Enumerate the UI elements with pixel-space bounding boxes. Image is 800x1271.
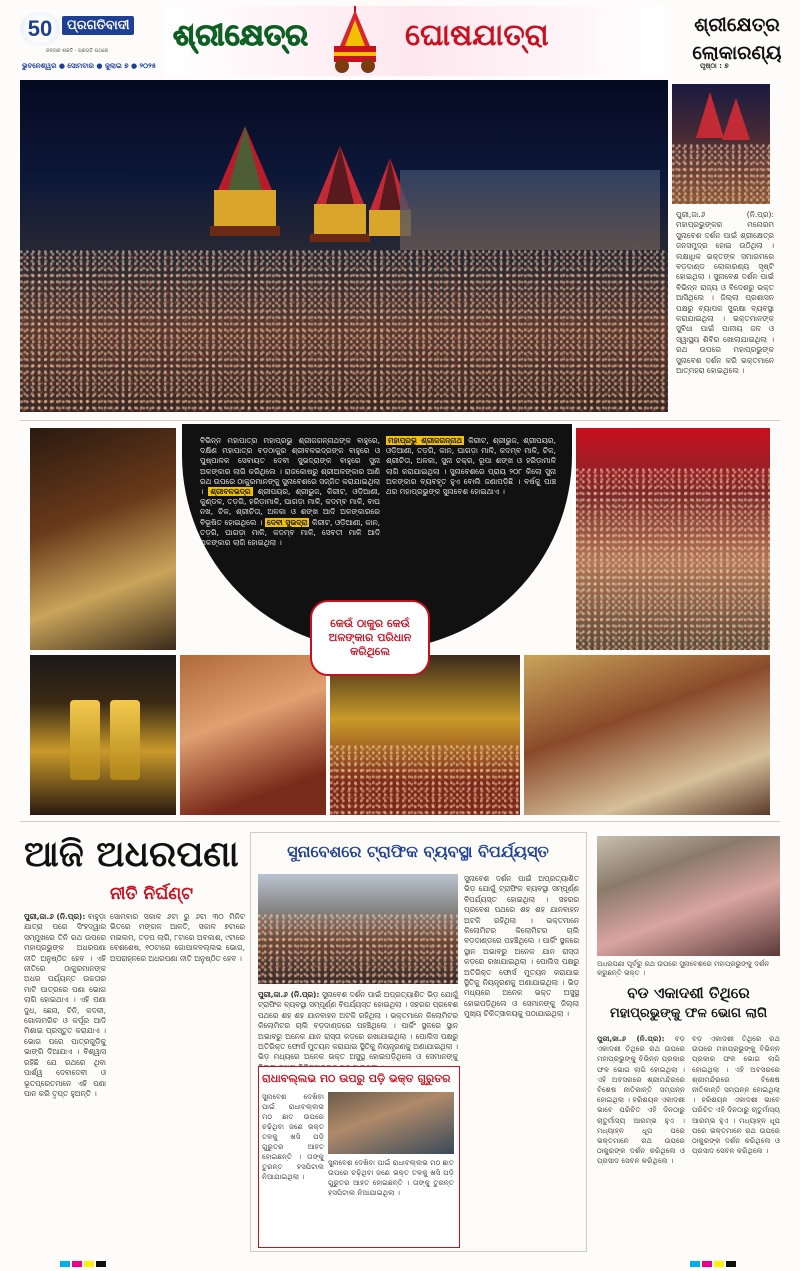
ornaments-callout <box>310 600 430 676</box>
banner-title-right: ଘୋଷଯାତ୍ରା <box>405 18 549 53</box>
sidebar-headline-line2: ଲୋକାରଣ୍ୟ <box>692 42 782 64</box>
photo-deity-ornaments-1 <box>30 428 176 650</box>
ekadashi-photo-devotees <box>597 836 780 956</box>
photo-gold-crown <box>330 655 520 815</box>
badge-tagline: ଜନତାର ଶକ୍ତି · ପ୍ରଗତି ପଥରେ <box>46 48 109 54</box>
ornaments-intro: ବିଭିନ୍ନ ମହାପାତ୍ର ମହାପ୍ରଭୁ ଶ୍ରୀଜଗନ୍ନାଥଙ୍କ ବାହୁରେ, ଦକ୍ଷିଣ ମହାପାତ୍ର ବଡ଼ଠାକୁର ଶ୍ରୀବଳଭଦ୍ରଙ୍କ ବାହୁରେ ଓ ପୁଷ୍ପାଳକ ସେବାୟତ ଦେବୀ ସୁଭଦ୍ରାଙ୍କ ବାହୁରେ ସୁନା ଅଳଙ୍କାର ଲାଗି କରିଥିଲେ । ରାଜକୋଷରୁ ଶ୍ରୀଅଳଙ୍କାର ଆଣି ରଥ ଉପରେ ଠାକୁରମାନଙ୍କୁ ସୁନାବେଶରେ ସଜ୍ଜିତ କରାଯାଇଥିଲା । ଶ୍ରୀବଳଭଦ୍ର ଶ୍ରୀପୟର, ଶ୍ରୀଭୁଜ, କିରୀଟ, ଓଡ଼ିଆଣୀ, କୁଣ୍ଡଳ, ତଡ଼ଗି, ହରିଡ଼ାମାଳି, ଘାଗଡ଼ା ମାଳି, କଦମ୍ବ ମାଳି, ବାଘ ନଖ, ଚିକ, ଶ୍ରୀଚିତା, ଅଳକା ଓ ଶଙ୍ଖ ଆଦି ଅଳଙ୍କାରରେ ବିଭୂଷିତ ହୋଇଥିଲେ । ଦେବୀ ସୁଭଦ୍ରା କିରୀଟ, ଓଡ଼ିଆଣୀ, କାନ, ତଡ଼ଗି, ଘାଗଡ଼ା ମାଳି, କଦମ୍ବ ମାଳି, ସେବତୀ ମାଳି ଆଦି ଅଳଙ୍କାର ଲାଗି ହୋଇଥିଲା । <box>200 436 381 548</box>
newspaper-name: ପ୍ରଗତିବାଦୀ <box>62 16 134 35</box>
chariot-illustration <box>310 6 400 76</box>
adharapana-headline: ଆଜି ଅଧରପଣା <box>24 834 239 875</box>
adharapana-body: ପୁରୀ,ଜା.୬ (ନି.ପ୍ର): ବାହୁଡ଼ା ଯାତ୍ରା ପରେ ସିଂହଦ୍ୱାର ସମ୍ମୁଖରେ ତିନି ରଥ ଉପରେ ମହାପ୍ରଭୁଙ୍କ ଅଧରପଣା ନୀତି ଅନୁଷ୍ଠିତ ହେବ । ଏହି ନୀତିରେ ଠାକୁରମାନଙ୍କ ଅଧର ପର୍ଯ୍ୟନ୍ତ ଉଚ୍ଚତାର ମାଟି ପାତ୍ରରେ ପଣା ଭୋଗ ଲାଗି ହୋଇଥାଏ । ଏହି ପଣା ଦୁଧ, ଛେନା, ଚିନି, କଦଳୀ, ଗୋଲମରିଚ ଓ କର୍ପୂର ଆଦି ମିଶାଇ ପ୍ରସ୍ତୁତ କରାଯାଏ । ଭୋଗ ପରେ ପାତ୍ରଗୁଡ଼ିକୁ ଭାଙ୍ଗି ଦିଆଯାଏ । ବିଶ୍ୱାସ ରହିଛି ଯେ ରଥରେ ଥିବା ପାର୍ଶ୍ୱ ଦେବାଦେବୀ ଓ ଭୂତପ୍ରେତମାନେ ଏହି ପଣା ପାନ କରି ତୃପ୍ତ ହୁଅନ୍ତି । <box>24 912 106 1098</box>
adharapana-subhead: ନୀତି ନିର୍ଘଣ୍ଟ <box>110 884 193 904</box>
badge-number: 50 <box>27 16 53 41</box>
sidebar-headline-line1: ଶ୍ରୀକ୍ଷେତ୍ର <box>694 14 780 36</box>
ekadashi-headline-line1: ବଡ ଏକାଦଶୀ ତିଥିରେ <box>627 984 750 1002</box>
traffic-body: ପୁରୀ,ଜା.୬ (ନି.ପ୍ର): ସୁନାବେଶ ଦର୍ଶନ ପାଇଁ ଅପ୍ରତ୍ୟାଶିତ ଭିଡ଼ ଯୋଗୁଁ ଟ୍ରାଫିକ ବ୍ୟବସ୍ଥା ସମ୍ପୂର୍ଣ୍ଣ ବିପର୍ଯ୍ୟସ୍ତ ହୋଇଥିଲା । ସହରର ପ୍ରବେଶ ପଥରେ ଶହ ଶହ ଯାନବାହନ ଅଟକି ରହିଥିଲା । ଭକ୍ତମାନେ କିଲୋମିଟର କିଲୋମିଟର ଚାଲି ବଡ଼ଦାଣ୍ଡରେ ପହଞ୍ଚିଥିଲେ । ପାର୍କିଂ ସ୍ଥଳରେ ସ୍ଥାନ ଅଭାବରୁ ଅନେକ ଯାନ ରାସ୍ତା କଡ଼ରେ ରଖାଯାଇଥିଲା । ପୋଲିସ ପକ୍ଷରୁ ଅତିରିକ୍ତ ଫୋର୍ସ ମୁତୟନ କରାଯାଇ ସ୍ଥିତିକୁ ନିୟନ୍ତ୍ରଣକୁ ଅଣାଯାଇଥିଲା । ଭିଡ଼ ମଧ୍ୟରେ ଅନେକ ଭକ୍ତ ଅସୁସ୍ଥ ହୋଇପଡ଼ିଥିଲେ ଓ ସେମାନଙ୍କୁ <box>258 990 458 1062</box>
color-registration-bar-right <box>690 1252 738 1271</box>
dateline: ଭୁବନେଶ୍ୱର ● ସୋମବାର ● ଜୁଲାଇ ୭ ● ୨୦୨୫ <box>22 62 156 70</box>
sidebar-photo <box>672 84 770 204</box>
masthead-logo <box>20 10 160 54</box>
traffic-body-col2: ସୁନାବେଶ ଦର୍ଶନ ପାଇଁ ଅପ୍ରତ୍ୟାଶିତ ଭିଡ଼ ଯୋଗୁଁ ଟ୍ରାଫିକ ବ୍ୟବସ୍ଥା ସମ୍ପୂର୍ଣ୍ଣ ବିପର୍ଯ୍ୟସ୍ତ ହୋଇଥିଲା । ସହରର ପ୍ରବେଶ ପଥରେ ଶହ ଶହ ଯାନବାହନ ଅଟକି ରହିଥିଲା । ଭକ୍ତମାନେ କିଲୋମିଟର କିଲୋମିଟର ଚାଲି ବଡ଼ଦାଣ୍ଡରେ ପହଞ୍ଚିଥିଲେ । ପାର୍କିଂ ସ୍ଥଳରେ ସ୍ଥାନ ଅଭାବରୁ ଅନେକ ଯାନ ରାସ୍ତା କଡ଼ରେ ରଖାଯାଇଥିଲା । ପୋଲିସ ପକ୍ଷରୁ ଅତିରିକ୍ତ ଫୋର୍ସ ମୁତୟନ କରାଯାଇ ସ୍ଥିତିକୁ ନିୟନ୍ତ୍ରଣକୁ ଅଣାଯାଇଥିଲା । ଭିଡ଼ ମଧ୍ୟରେ ଅନେକ ଭକ୍ତ ଅସୁସ୍ଥ ହୋଇପଡ଼ିଥିଲେ ଓ ସେମାନଙ୍କୁ ଜିଲ୍ଲା ମୁଖ୍ୟ ଚିକିତ୍ସାଳୟକୁ ପଠାଯାଇଥିଲା । <box>464 874 579 1019</box>
photo-gold-hands-servitor <box>30 655 176 815</box>
page-number: ପୃଷ୍ଠା : ୭ <box>700 62 729 70</box>
jagannath-label: ମହାପ୍ରଭୁ ଶ୍ରୀଜଗନ୍ନାଥ <box>388 436 462 445</box>
traffic-headline: ସୁନାବେଶରେ ଟ୍ରାଫିକ ବ୍ୟବସ୍ଥା ବିପର୍ଯ୍ୟସ୍ତ <box>287 842 549 861</box>
hero-photo-chariots-crowd <box>20 80 668 412</box>
mutt-body: ସୁନାବେଶ ଦେଖିବା ପାଇଁ ରାଧାବଲ୍ଲଭ ମଠ ଛାତ ଉପରେ ଚଢ଼ିଥିବା ଜଣେ ଭକ୍ତ ତଳକୁ ଖସି ପଡ଼ି ଗୁରୁତର ଆହତ ହୋଇଛନ୍ତି । ତାଙ୍କୁ ତୁରନ୍ତ ହସପିଟାଲ ନିଆଯାଇଥିଲା । <box>262 1092 324 1181</box>
adharapana-schedule: ସୋମବାର ସକାଳ ୬ଟା ରୁ ୬ଟା ୩୦ ମିନିଟ ଭିତରେ ମଙ୍ଗଳ ଆଳତି, ସକାଳ ୭ଟାରେ ମଇଲମ, ତଡ଼ପ ଲାଗି, ୮ଟାରେ ଅବକାଶ, ୯ଟାରେ ବେଶଶେଷ, ୧୦ଟାରେ ଗୋପାଳବଲ୍ଲଭ ଭୋଗ, ଅପରାହ୍ନରେ ଅଧରପଣା ନୀତି ଅନୁଷ୍ଠିତ ହେବ । <box>110 912 245 963</box>
chariot-middle <box>310 140 370 260</box>
photo-priest-ornaments <box>524 655 770 815</box>
color-registration-bar-left <box>60 1252 108 1271</box>
subhadra-label: ଦେବୀ ସୁଭଦ୍ରା <box>266 517 308 527</box>
ekadashi-dateline: ପୁରୀ,ଜା.୬ (ନି.ପ୍ର): <box>597 1034 665 1043</box>
photo-crowd-right <box>576 428 770 650</box>
ekadashi-photo-caption: ଅଧରପଣା ପୂର୍ବରୁ ରଥ ଉପରେ ସୁନାବେଶରେ ମହାପ୍ରଭୁଙ୍କୁ ଦର୍ଶନ କରୁଛନ୍ତି ଭକ୍ତ । <box>597 960 770 977</box>
chariot-left <box>210 120 280 260</box>
ornaments-jagannath: ମହାପ୍ରଭୁ ଶ୍ରୀଜଗନ୍ନାଥ କିରୀଟ, ଶ୍ରୀଭୁଜ, ଶ୍ରୀପୟର, ଓଡ଼ିଆଣୀ, ତଡ଼ଗି, କାନ, ଘାଗଡ଼ା ମାଳି, କଦମ୍ବ ମାଳି, ଚିକ, ଶ୍ରୀଚିତା, ଅଳକା, ସୁନା ଚକ୍ର, ରୂପା ଶଙ୍ଖ ଓ ହରିଡ଼ାମାଳି ଲାଗି କରାଯାଇଥିଲା । ସୁନାବେଶରେ ପ୍ରାୟ ୨୦୮ କିଲୋ ସୁନା ଅଳଙ୍କାର ବ୍ୟବହୃତ ହୁଏ ବୋଲି ଜଣାପଡ଼ିଛି । ବର୍ଷକୁ ପାଞ୍ଚ ଥର ମହାପ୍ରଭୁଙ୍କ ସୁନାବେଶ ହୋଇଥାଏ । <box>386 436 557 497</box>
ekadashi-body: ପୁରୀ,ଜା.୬ (ନି.ପ୍ର): ବଡ଼ ଏକାଦଶୀ ତିଥିରେ ରଥ ଉପରେ ମହାପ୍ରଭୁଙ୍କୁ ବିଭିନ୍ନ ପ୍ରକାର ଫଳ ଭୋଗ ଲାଗି ହୋଇଥିଲା । ଏହି ଅବସରରେ ଶ୍ରୀମନ୍ଦିରରେ ବିଶେଷ ନୀତିକାନ୍ତି ସମ୍ପନ୍ନ ହୋଇଥିଲା । ହରିଶୟନ ଏକାଦଶୀ ଭାବେ ପରିଚିତ ଏହି ଦିନଠାରୁ ଚାତୁର୍ମାସ୍ୟ ଆରମ୍ଭ ହୁଏ । ମଧ୍ୟାହ୍ନ ଧୂପ ପରେ ଭକ୍ତମାନେ ରଥ ଉପରେ ଠାକୁରଙ୍କ ଦର୍ଶନ କରିଥିଲେ ଓ ପ୍ରସାଦ ସେବନ କରିଥିଲେ । <box>597 1034 685 1166</box>
mutt-headline: ରାଧାବଲ୍ଲଭ ମଠ ଉପରୁ ପଡ଼ି ଭକ୍ତ ଗୁରୁତର <box>262 1072 451 1085</box>
banner-title-left: ଶ୍ରୀକ୍ଷେତ୍ର <box>173 18 308 53</box>
ekadashi-body-col2: ବଡ଼ ଏକାଦଶୀ ତିଥିରେ ରଥ ଉପରେ ମହାପ୍ରଭୁଙ୍କୁ ବିଭିନ୍ନ ପ୍ରକାର ଫଳ ଭୋଗ ଲାଗି ହୋଇଥିଲା । ଏହି ଅବସରରେ ଶ୍ରୀମନ୍ଦିରରେ ବିଶେଷ ନୀତିକାନ୍ତି ସମ୍ପନ୍ନ ହୋଇଥିଲା । ହରିଶୟନ ଏକାଦଶୀ ଭାବେ ପରିଚିତ ଏହି ଦିନଠାରୁ ଚାତୁର୍ମାସ୍ୟ ଆରମ୍ଭ ହୁଏ । ମଧ୍ୟାହ୍ନ ଧୂପ ପରେ ଭକ୍ତମାନେ ରଥ ଉପରେ ଠାକୁରଙ୍କ ଦର୍ଶନ କରିଥିଲେ ଓ ପ୍ରସାଦ ସେବନ କରିଥିଲେ । <box>692 1034 780 1156</box>
adharapana-dateline: ପୁରୀ,ଜା.୬ (ନି.ପ୍ର): <box>24 912 86 921</box>
sidebar-body: ପୁରୀ,ଜା.୬ (ନି.ପ୍ର): ମହାପ୍ରଭୁଙ୍କର ମନୋରମ ସୁନାବେଶ ଦର୍ଶନ ପାଇଁ ଶ୍ରୀକ୍ଷେତ୍ର ଜନସମୁଦ୍ର ହୋଇ ଉଠିଥିଲା । ଲକ୍ଷାଧିକ ଭକ୍ତଙ୍କ ସମାଗମରେ ବଡ଼ଦାଣ୍ଡ ଲୋକାରଣ୍ୟ ସୃଷ୍ଟି ହୋଇଥିଲା । ସୁନାବେଶ ଦର୍ଶନ ପାଇଁ ବିଭିନ୍ନ ରାଜ୍ୟ ଓ ବିଦେଶରୁ ଭକ୍ତ ଆସିଥିଲେ । ଜିଲ୍ଲା ପ୍ରଶାସନ ପକ୍ଷରୁ ବ୍ୟାପକ ସୁରକ୍ଷା ବ୍ୟବସ୍ଥା କରାଯାଇଥିଲା । ଭକ୍ତମାନଙ୍କ ସୁବିଧା ପାଇଁ ପାନୀୟ ଜଳ ଓ ସ୍ୱାସ୍ଥ୍ୟ ଶିବିର ଖୋଲାଯାଇଥିଲା । ରଥ ଉପରେ ମହାପ୍ରଭୁଙ୍କ ସୁନାବେଶ ଦର୍ଶନ କରି ଭକ୍ତମାନେ ଆତ୍ମହରା ହୋଇଥିଲେ । <box>676 210 774 376</box>
ekadashi-headline-line2: ମହାପ୍ରଭୁଙ୍କୁ ଫଳ ଭୋଗ ଲାଗି <box>609 1006 768 1021</box>
traffic-dateline: ପୁରୀ,ଜା.୬ (ନି.ପ୍ର): <box>258 990 320 999</box>
balabhadra-label: ଶ୍ରୀବଳଭଦ୍ର <box>210 487 251 497</box>
photo-servitor-child <box>180 655 326 815</box>
mutt-photo-injured <box>328 1092 454 1154</box>
callout-text: କେଉଁ ଠାକୁର କେଉଁ ଅଳଙ୍କାର ପରିଧାନ କରିଥିଲେ <box>328 617 412 658</box>
traffic-photo-crowd <box>258 874 458 984</box>
special-banner <box>165 6 665 76</box>
mutt-body-continued: ସୁନାବେଶ ଦେଖିବା ପାଇଁ ରାଧାବଲ୍ଲଭ ମଠ ଛାତ ଉପରେ ଚଢ଼ିଥିବା ଜଣେ ଭକ୍ତ ତଳକୁ ଖସି ପଡ଼ି ଗୁରୁତର ଆହତ ହୋଇଛନ୍ତି । ତାଙ୍କୁ ତୁରନ୍ତ ହସପିଟାଲ ନିଆଯାଇଥିଲା । <box>328 1158 454 1197</box>
anniversary-badge <box>20 12 60 46</box>
